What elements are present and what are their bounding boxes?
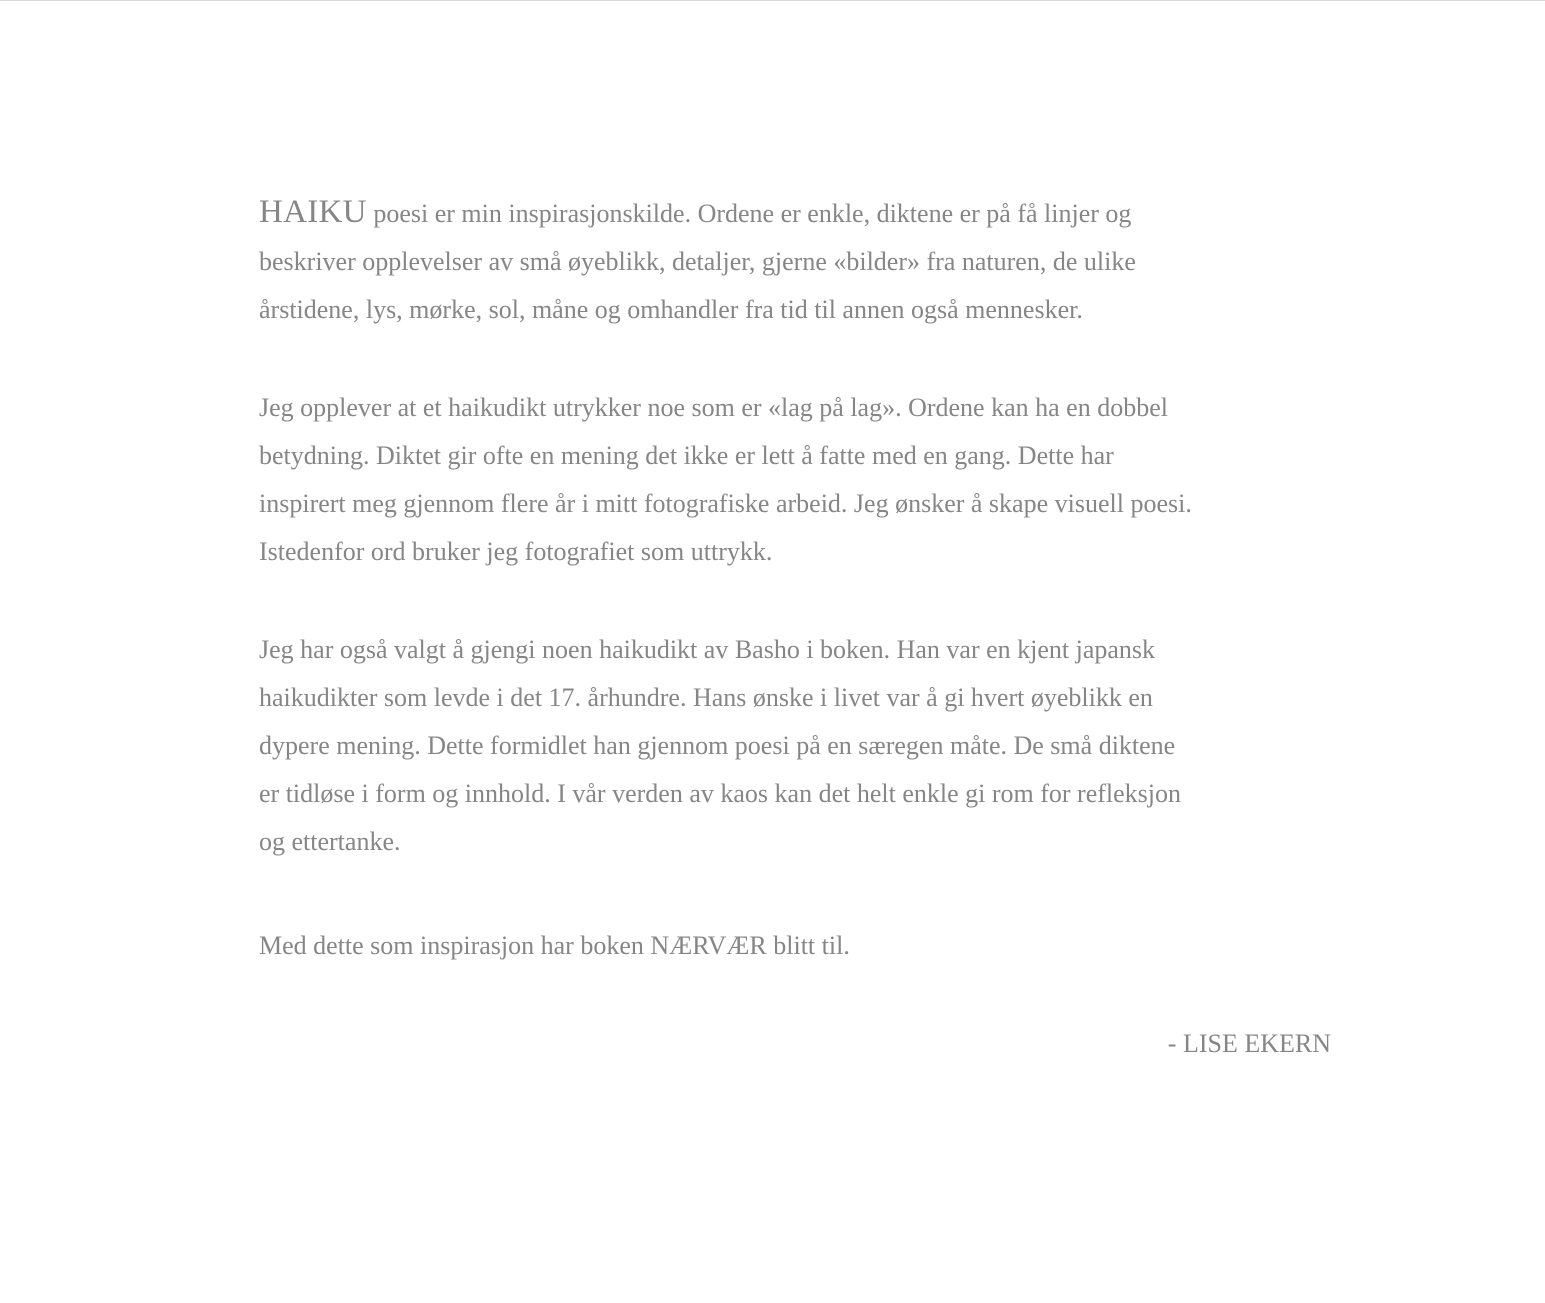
paragraph-line: dypere mening. Dette formidlet han gjennom poesi på en særegen måte. De små diktene bbox=[259, 731, 1176, 760]
paragraph-line: HAIKU poesi er min inspirasjonskilde. Ordene er enkle, diktene er på få linjer og bbox=[259, 194, 1132, 230]
paragraph-line: Jeg har også valgt å gjengi noen haikudikt av Basho i boken. Han var en kjent japansk bbox=[259, 635, 1156, 664]
paragraph-basho bbox=[259, 626, 1339, 866]
paragraph-line: inspirert meg gjennom flere år i mitt fotografiske arbeid. Jeg ønsker å skape visuell poesi. bbox=[259, 489, 1192, 518]
paragraph-spacer bbox=[259, 576, 1339, 626]
paragraph-intro bbox=[259, 188, 1339, 334]
paragraph-line: betydning. Diktet gir ofte en mening det ikke er lett å fatte med en gang. Dette har bbox=[259, 441, 1114, 470]
paragraph-line: Jeg opplever at et haikudikt utrykker noe som er «lag på lag». Ordene kan ha en dobbel bbox=[259, 393, 1168, 422]
top-border-line bbox=[0, 0, 1545, 1]
paragraph-spacer bbox=[259, 866, 1339, 922]
paragraph-line: er tidløse i form og innhold. I vår verden av kaos kan det helt enkle gi rom for refleksjon bbox=[259, 779, 1182, 808]
paragraph-line: årstidene, lys, mørke, sol, måne og omhandler fra tid til annen også mennesker. bbox=[259, 295, 1083, 324]
paragraph-line: og ettertanke. bbox=[259, 827, 401, 856]
lead-word: HAIKU bbox=[259, 194, 367, 230]
paragraph-line: Istedenfor ord bruker jeg fotografiet som uttrykk. bbox=[259, 537, 773, 566]
paragraph-line: beskriver opplevelser av små øyeblikk, detaljer, gjerne «bilder» fra naturen, de ulike bbox=[259, 247, 1136, 276]
paragraph-layers bbox=[259, 384, 1339, 576]
paragraph-closing bbox=[259, 922, 1339, 970]
document-body bbox=[259, 188, 1339, 970]
paragraph-spacer bbox=[259, 334, 1339, 384]
paragraph-line: haikudikter som levde i det 17. århundre. Hans ønske i livet var å gi hvert øyeblikk en bbox=[259, 683, 1153, 712]
author-signature: - LISE EKERN bbox=[1167, 1029, 1331, 1058]
paragraph-line: Med dette som inspirasjon har boken NÆRVÆR blitt til. bbox=[259, 931, 850, 960]
